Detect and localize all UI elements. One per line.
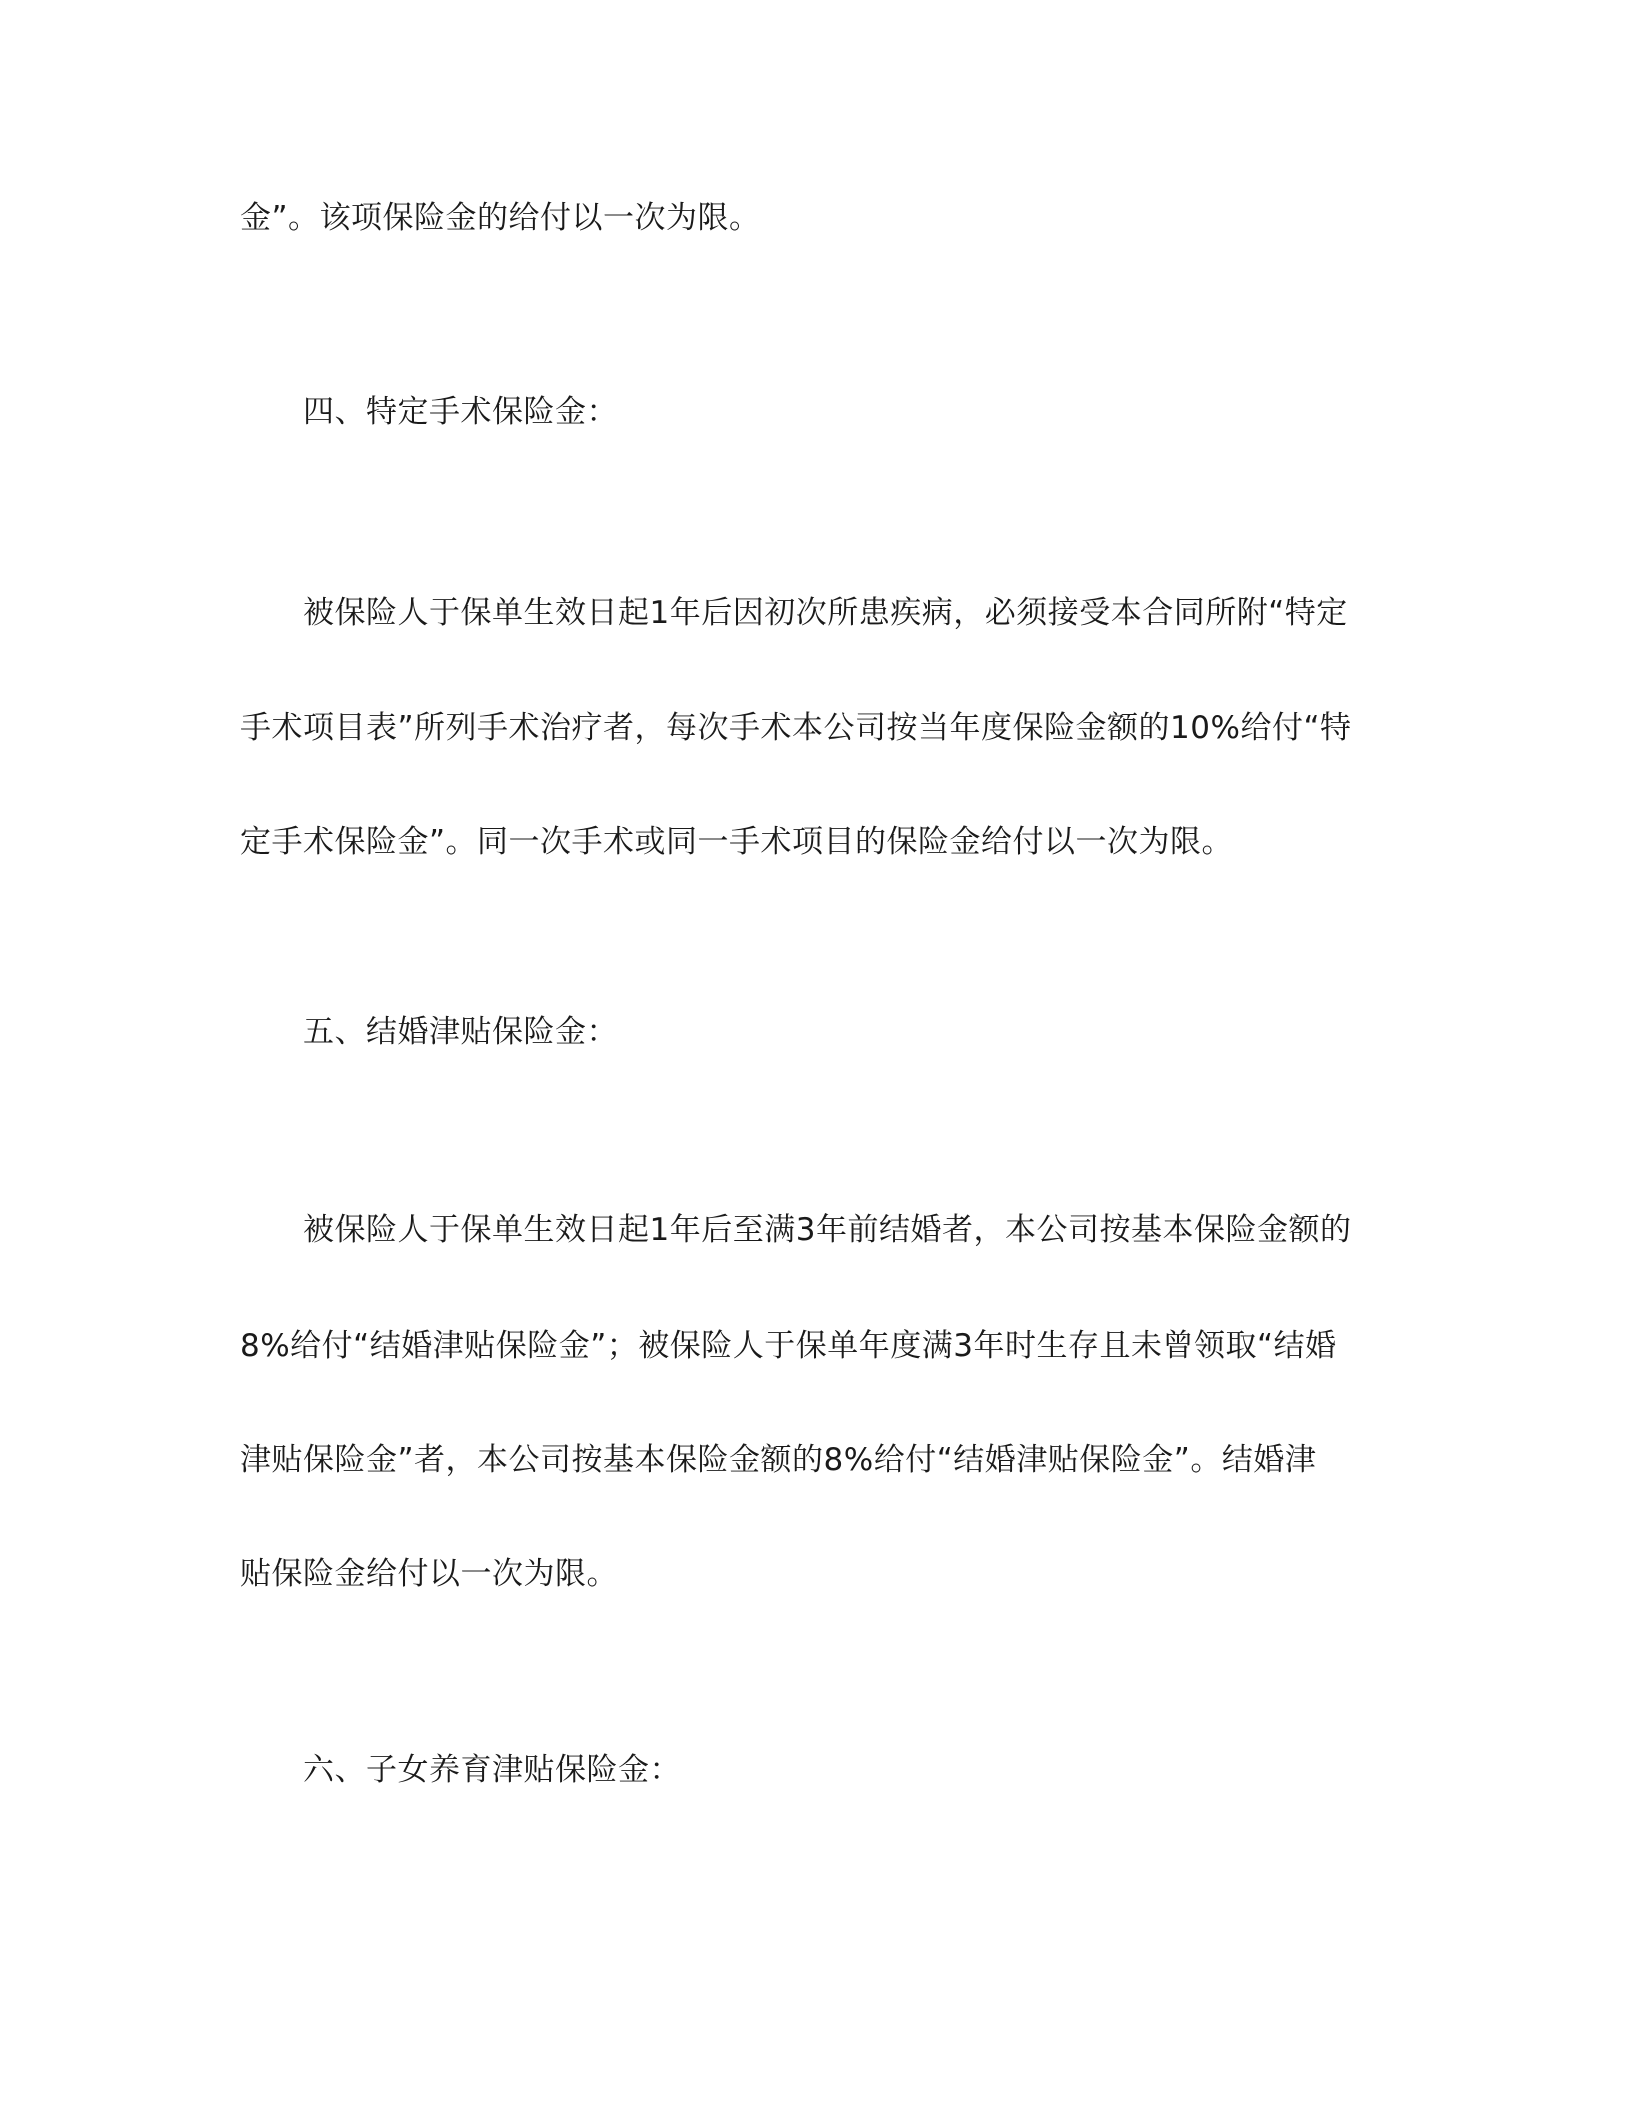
- section-heading-4: 四、特定手术保险金：: [303, 394, 618, 430]
- section-4-paragraph-line-2: 手术项目表”所列手术治疗者，每次手术本公司按当年度保险金额的10%给付“特: [240, 710, 1352, 746]
- section-5-paragraph-line-3: 津贴保险金”者，本公司按基本保险金额的8%给付“结婚津贴保险金”。结婚津: [240, 1442, 1317, 1478]
- section-4-paragraph-line-1: 被保险人于保单生效日起1年后因初次所患疾病，必须接受本合同所附“特定: [303, 595, 1348, 631]
- section-5-paragraph-line-1: 被保险人于保单生效日起1年后至满3年前结婚者，本公司按基本保险金额的: [303, 1212, 1352, 1248]
- section-5-paragraph-line-4: 贴保险金给付以一次为限。: [240, 1556, 618, 1592]
- paragraph-continuation-line: 金”。该项保险金的给付以一次为限。: [240, 200, 761, 236]
- section-5-paragraph-line-2: 8%给付“结婚津贴保险金”；被保险人于保单年度满3年时生存且未曾领取“结婚: [240, 1328, 1337, 1364]
- section-4-paragraph-line-3: 定手术保险金”。同一次手术或同一手术项目的保险金给付以一次为限。: [240, 824, 1234, 860]
- section-heading-5: 五、结婚津贴保险金：: [303, 1014, 618, 1050]
- section-heading-6: 六、子女养育津贴保险金：: [303, 1752, 681, 1788]
